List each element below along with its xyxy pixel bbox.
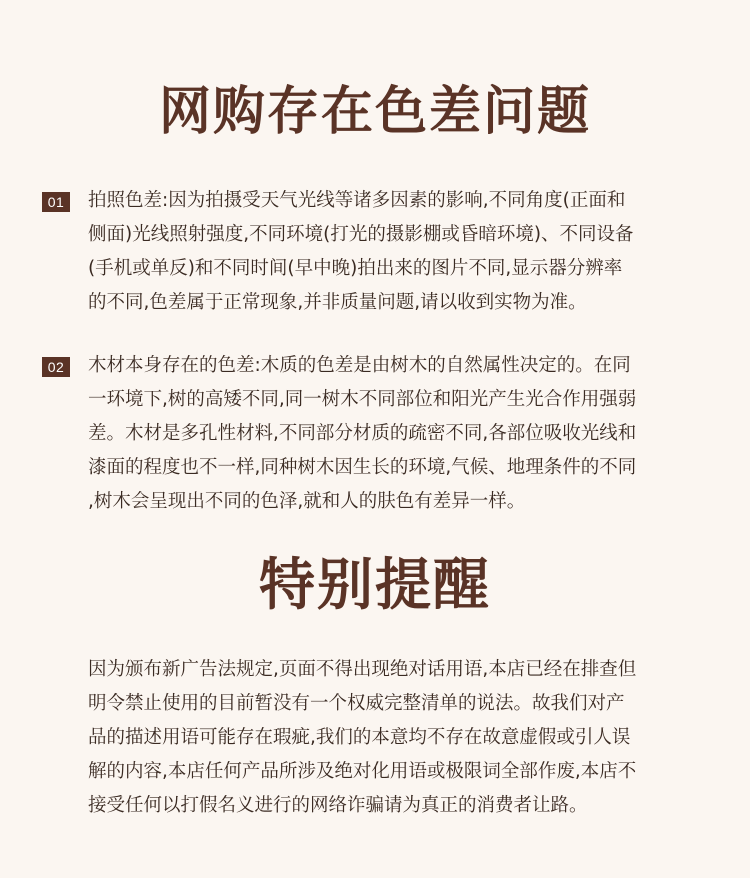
paragraph-line: 差。木材是多孔性材料,不同部分材质的疏密不同,各部位吸收光线和 xyxy=(88,423,637,444)
item-paragraph xyxy=(88,184,722,320)
paragraph-line: 明令禁止使用的目前暂没有一个权威完整清单的说法。故我们对产 xyxy=(88,693,625,714)
item-paragraph xyxy=(88,349,722,519)
paragraph-line: 漆面的程度也不一样,同种树木因生长的环境,气候、地理条件的不同 xyxy=(88,457,637,478)
number-badge: 01 xyxy=(42,192,70,212)
paragraph-line: 的不同,色差属于正常现象,并非质量问题,请以收到实物为准。 xyxy=(88,292,587,313)
number-badge: 02 xyxy=(42,357,70,377)
list-item xyxy=(42,349,722,519)
paragraph-line: ,树木会呈现出不同的色泽,就和人的肤色有差异一样。 xyxy=(88,491,526,512)
section-title: 特别提醒 xyxy=(259,553,491,618)
reminder-paragraph xyxy=(88,653,728,823)
paragraph-line: 木材本身存在的色差:木质的色差是由树木的自然属性决定的。在同 xyxy=(88,355,631,376)
paragraph-line: 品的描述用语可能存在瑕疵,我们的本意均不存在故意虚假或引人误 xyxy=(88,727,631,748)
paragraph-line: 一环境下,树的高矮不同,同一树木不同部位和阳光产生光合作用强弱 xyxy=(88,389,637,410)
paragraph-line: 解的内容,本店任何产品所涉及绝对化用语或极限词全部作废,本店不 xyxy=(88,761,637,782)
paragraph-line: 拍照色差:因为拍摄受天气光线等诸多因素的影响,不同角度(正面和 xyxy=(88,190,626,211)
page-title: 网购存在色差问题 xyxy=(158,82,591,142)
paragraph-line: 接受任何以打假名义进行的网络诈骗请为真正的消费者让路。 xyxy=(88,795,588,816)
paragraph-line: (手机或单反)和不同时间(早中晚)拍出来的图片不同,显示器分辨率 xyxy=(88,258,623,279)
paragraph-line: 侧面)光线照射强度,不同环境(打光的摄影棚或昏暗环境)、不同设备 xyxy=(88,224,634,245)
paragraph-line: 因为颁布新广告法规定,页面不得出现绝对话用语,本店已经在排查但 xyxy=(88,659,637,680)
list-item xyxy=(42,184,722,320)
